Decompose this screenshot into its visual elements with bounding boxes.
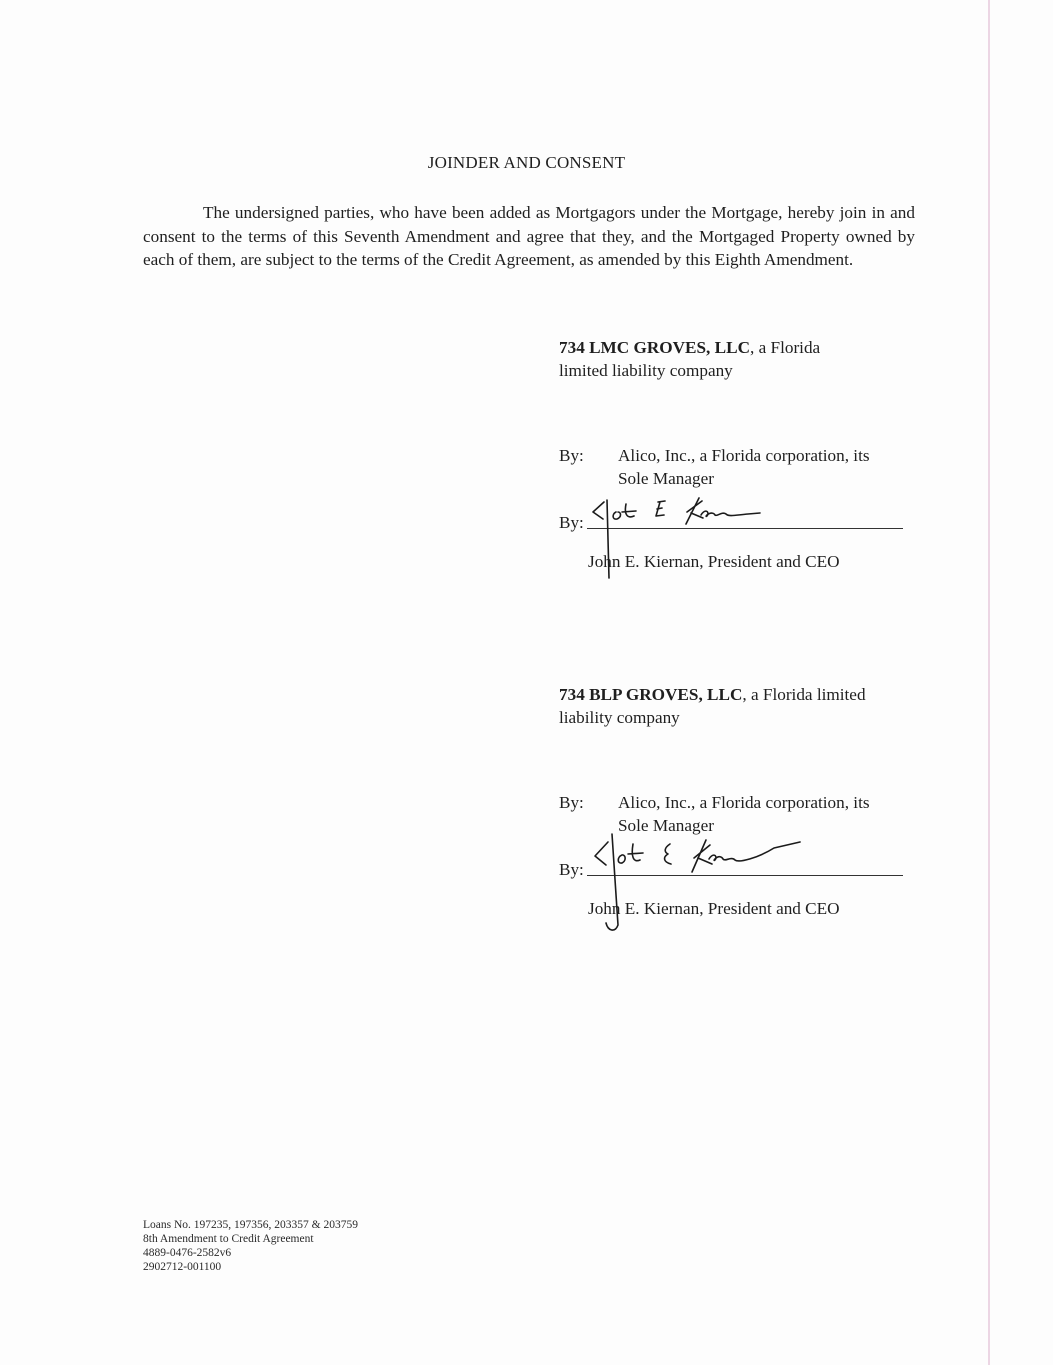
entity-block-2 xyxy=(559,683,919,729)
entity-desc: , a Florida xyxy=(750,338,821,357)
entity-line-2: limited liability company xyxy=(559,361,733,380)
signer-name-1: John E. Kiernan, President and CEO xyxy=(588,552,840,571)
entity-block-1 xyxy=(559,336,919,382)
entity-line-1 xyxy=(559,336,919,359)
signer-name-2: John E. Kiernan, President and CEO xyxy=(588,899,840,918)
footer-doc-id: 4889-0476-2582v6 xyxy=(143,1247,232,1259)
manager-text xyxy=(618,444,918,490)
by-label: By: xyxy=(559,793,584,812)
manager-line-2: Sole Manager xyxy=(618,816,714,835)
document-footer xyxy=(143,1218,358,1274)
footer-matter-number: 2902712-001100 xyxy=(143,1261,222,1273)
sign-by-label: By: xyxy=(559,860,584,879)
footer-doc-title: 8th Amendment to Credit Agreement xyxy=(143,1233,314,1245)
entity-name: 734 LMC GROVES, LLC xyxy=(559,338,750,357)
consent-paragraph: The undersigned parties, who have been added as Mortgagors under the Mortgage, hereby join in and consent to the terms of this Seventh Amendment and agree that they, and the Mortgaged Property owned by each of them, are subject to the terms of the Credit Agreement, as amended by this Eighth Amendment. xyxy=(143,203,915,269)
manager-line-1: Alico, Inc., a Florida corporation, its xyxy=(618,793,870,812)
manager-line-1: Alico, Inc., a Florida corporation, its xyxy=(618,446,870,465)
document-title: JOINDER AND CONSENT xyxy=(427,153,626,172)
page-edge-line xyxy=(988,0,990,1365)
footer-loan-numbers: Loans No. 197235, 197356, 203357 & 203759 xyxy=(143,1219,358,1231)
manager-line-2: Sole Manager xyxy=(618,469,714,488)
handwritten-signature-2 xyxy=(588,828,808,938)
by-label: By: xyxy=(559,446,584,465)
entity-line-2: liability company xyxy=(559,708,680,727)
entity-desc: , a Florida limited xyxy=(742,685,866,704)
entity-line-1 xyxy=(559,683,919,706)
entity-name: 734 BLP GROVES, LLC xyxy=(559,685,743,704)
sign-by-label: By: xyxy=(559,513,584,532)
by-block-1 xyxy=(559,444,919,492)
